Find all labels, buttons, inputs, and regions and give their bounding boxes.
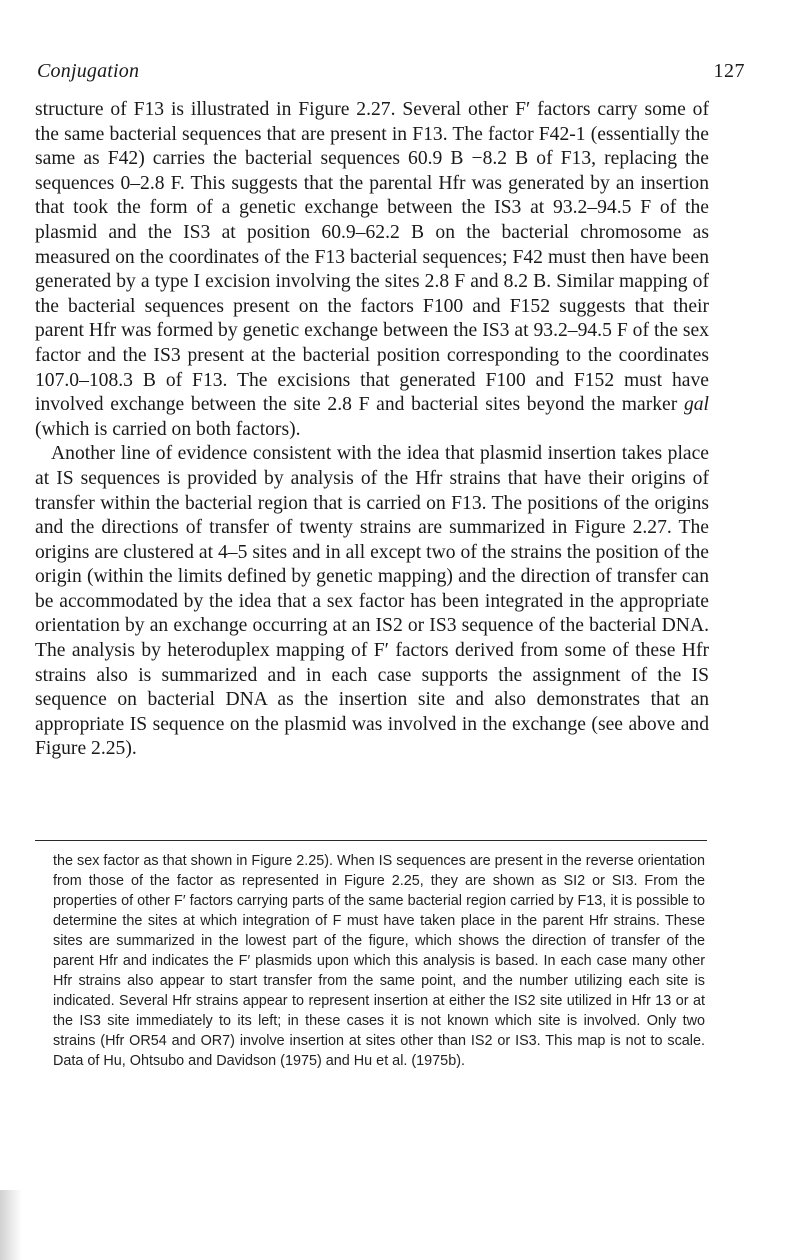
figure-caption [53,851,705,1071]
page-number: 127 [713,60,745,82]
running-title: Conjugation [37,60,140,82]
gene-name-gal: gal [683,394,709,416]
main-body-text [35,98,709,762]
body-paragraph-2: Another line of evidence consistent with the idea that plasmid insertion takes place at IS sequences is provided by analysis of the Hfr strains that have their origins of transfer within the bacterial region that is carried on F13. The positions of the origins and the directions of transfer of twenty strains are summarized in Figure 2.27. The origins are clustered at 4–5 sites and in all except two of the strains the position of the origin (within the limits defined by genetic mapping) and the direction of transfer can be accommodated by the idea that a sex factor has been integrated in the appropriate orientation by an exchange occurring at an IS2 or IS3 sequence of the bacterial DNA. The analysis by heteroduplex mapping of F′ factors derived from some of these Hfr strains also is summarized and in each case supports the assignment of the IS sequence on bacterial DNA as the insertion site and also demonstrates that an appropriate IS sequence on the plasmid was involved in the exchange (see above and Figure 2.25). [35,443,709,760]
body-paragraph-1-text: structure of F13 is illustrated in Figure 2.27. Several other F′ factors carry some of the same bacterial sequences that are present in F13. The factor F42-1 (essentially the same as F42) carries the bacterial sequences 60.9 B −8.2 B of F13, replacing the sequences 0–2.8 F. This suggests that the parental Hfr was generated by an insertion that took the form of a genetic exchange between the IS3 at 93.2–94.5 F of the plasmid and the IS3 at position 60.9–62.2 B on the bacterial chromosome as measured on the coordinates of the F13 bacterial sequences; F42 must then have been generated by a type I excision involving the sites 2.8 F and 8.2 B. Similar mapping of the bacterial sequences present on the factors F100 and F152 suggests that their parent Hfr was formed by genetic exchange between the IS3 at 93.2–94.5 F of the sex factor and the IS3 present at the bacterial position corresponding to the coordinates 107.0–108.3 B of F13. The excisions that generated F100 and F152 must have involved exchange between the site 2.8 F and bacterial sites beyond the marker [35,99,709,416]
figure-caption-text: the sex factor as that shown in Figure 2.25). When IS sequences are present in the reverse orientation from those of the factor as represented in Figure 2.25, they are shown as SI2 or SI3. From the properties of other F′ factors carrying parts of the same bacterial region carried by F13, it is possible to determine the sites at which integration of F must have taken place in the parent Hfr strains. These sites are summarized in the lowest part of the figure, which shows the direction of transfer of the parent Hfr and indicates the F′ plasmids upon which this analysis is based. In each case many other Hfr strains also appear to start transfer from the same point, and the number utilizing each site is indicated. Several Hfr strains appear to represent insertion at either the IS2 site utilized in Hfr 13 or at the IS3 site immediately to its left; in these cases it is not known which site is involved. Only two strains (Hfr OR54 and OR7) involve insertion at sites other than IS2 or IS3. This map is not to scale. Data of Hu, Ohtsubo and Davidson (1975) and Hu et al. (1975b). [53,853,705,1069]
page-edge-shadow [0,1190,22,1260]
body-paragraph-1-end: (which is carried on both factors). [35,418,301,440]
body-paragraph-1 [35,98,709,442]
caption-divider [35,840,707,841]
running-head [35,60,777,90]
